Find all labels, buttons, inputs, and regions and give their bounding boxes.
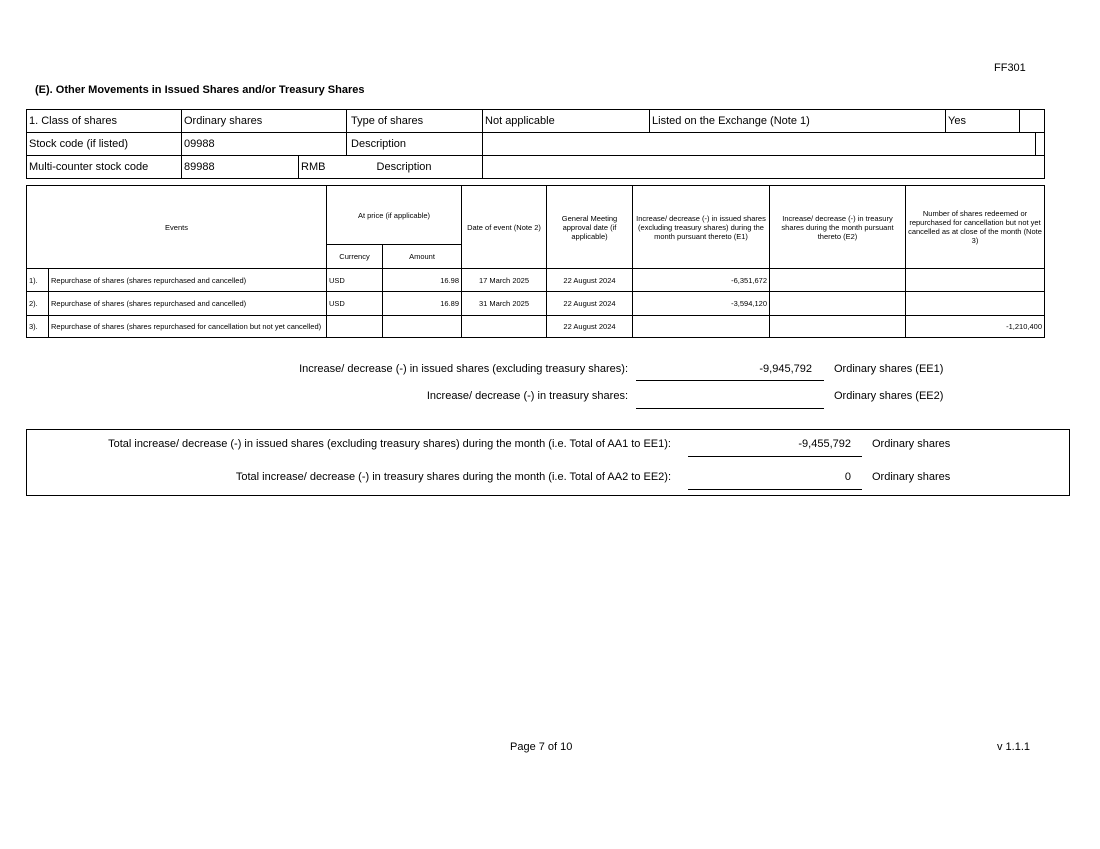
multi-currency: RMB [299, 156, 347, 179]
table-row [27, 269, 1045, 292]
row-amount: 16.89 [383, 292, 462, 316]
row-amount [383, 316, 462, 338]
events-table [26, 185, 1045, 338]
class-label: 1. Class of shares [27, 110, 182, 133]
description-value [483, 133, 1036, 156]
version-label: v 1.1.1 [997, 741, 1031, 753]
row-note3 [906, 292, 1045, 316]
row-currency: USD [327, 292, 383, 316]
listed-label: Listed on the Exchange (Note 1) [650, 110, 946, 133]
row-e2 [770, 316, 906, 338]
note3-header: Number of shares redeemed or repurchased for cancellation but not yet cancelled as at close of the month (Note 3) [906, 186, 1045, 269]
section-title: (E). Other Movements in Issued Shares and/or Treasury Shares [35, 84, 365, 96]
row-date [462, 316, 547, 338]
type-label: Type of shares [347, 110, 483, 133]
multi-label: Multi-counter stock code [27, 156, 182, 179]
multi-value: 89988 [182, 156, 299, 179]
listed-value: Yes [946, 110, 1020, 133]
ee2-label: Increase/ decrease (-) in treasury shares: [426, 390, 628, 402]
page-number: Page 7 of 10 [510, 741, 573, 753]
row-event: Repurchase of shares (shares repurchased for cancellation but not yet cancelled) [49, 316, 327, 338]
row-e1: -3,594,120 [633, 292, 770, 316]
row-note3: -1,210,400 [906, 316, 1045, 338]
currency-header: Currency [327, 245, 383, 269]
description-value-2 [483, 156, 1045, 179]
stock-code-label: Stock code (if listed) [27, 133, 182, 156]
agm-header: General Meeting approval date (if applicable) [547, 186, 633, 269]
row-amount: 16.98 [383, 269, 462, 292]
table-row [27, 316, 1045, 338]
row-e1 [633, 316, 770, 338]
date-header: Date of event (Note 2) [462, 186, 547, 269]
total-issued-underline [688, 456, 862, 457]
share-info-table [26, 109, 1045, 179]
events-header: Events [27, 186, 327, 269]
description-label: Description [347, 133, 483, 156]
row-currency [327, 316, 383, 338]
row-e2 [770, 292, 906, 316]
amount-header: Amount [383, 245, 462, 269]
form-code: FF301 [994, 62, 1026, 74]
row-number: 2). [27, 292, 49, 316]
listed-blank [1020, 110, 1045, 133]
row-agm: 22 August 2024 [547, 292, 633, 316]
row-number: 3). [27, 316, 49, 338]
description-end [1036, 133, 1045, 156]
row-currency: USD [327, 269, 383, 292]
e1-header: Increase/ decrease (-) in issued shares (excluding treasury shares) during the month pursuant thereto (E1) [633, 186, 770, 269]
total-treasury-unit: Ordinary shares [872, 471, 951, 483]
row-event: Repurchase of shares (shares repurchased and cancelled) [49, 269, 327, 292]
total-treasury-underline [688, 489, 862, 490]
row-note3 [906, 269, 1045, 292]
total-treasury-value: 0 [844, 471, 851, 483]
table-row [27, 292, 1045, 316]
row-number: 1). [27, 269, 49, 292]
class-value: Ordinary shares [182, 110, 347, 133]
ee1-unit: Ordinary shares (EE1) [834, 363, 944, 375]
ee2-unit: Ordinary shares (EE2) [834, 390, 944, 402]
total-issued-value: -9,455,792 [798, 438, 851, 450]
at-price-header: At price (if applicable) [327, 186, 462, 245]
row-date: 31 March 2025 [462, 292, 547, 316]
type-value: Not applicable [483, 110, 650, 133]
total-issued-label: Total increase/ decrease (-) in issued shares (excluding treasury shares) during the month (i.e. Total of AA1 to EE1): [108, 438, 671, 450]
row-e2 [770, 269, 906, 292]
row-event: Repurchase of shares (shares repurchased and cancelled) [49, 292, 327, 316]
row-agm: 22 August 2024 [547, 316, 633, 338]
e2-header: Increase/ decrease (-) in treasury shares during the month pursuant thereto (E2) [770, 186, 906, 269]
total-treasury-label: Total increase/ decrease (-) in treasury shares during the month (i.e. Total of AA2 to EE2): [235, 471, 671, 483]
ee1-label: Increase/ decrease (-) in issued shares (excluding treasury shares): [299, 363, 628, 375]
row-agm: 22 August 2024 [547, 269, 633, 292]
row-e1: -6,351,672 [633, 269, 770, 292]
description-label-2: Description [347, 156, 483, 179]
ee1-underline [636, 380, 824, 381]
ee2-underline [636, 408, 824, 409]
row-date: 17 March 2025 [462, 269, 547, 292]
stock-code-value: 09988 [182, 133, 347, 156]
total-issued-unit: Ordinary shares [872, 438, 951, 450]
ee1-value: -9,945,792 [759, 363, 812, 375]
